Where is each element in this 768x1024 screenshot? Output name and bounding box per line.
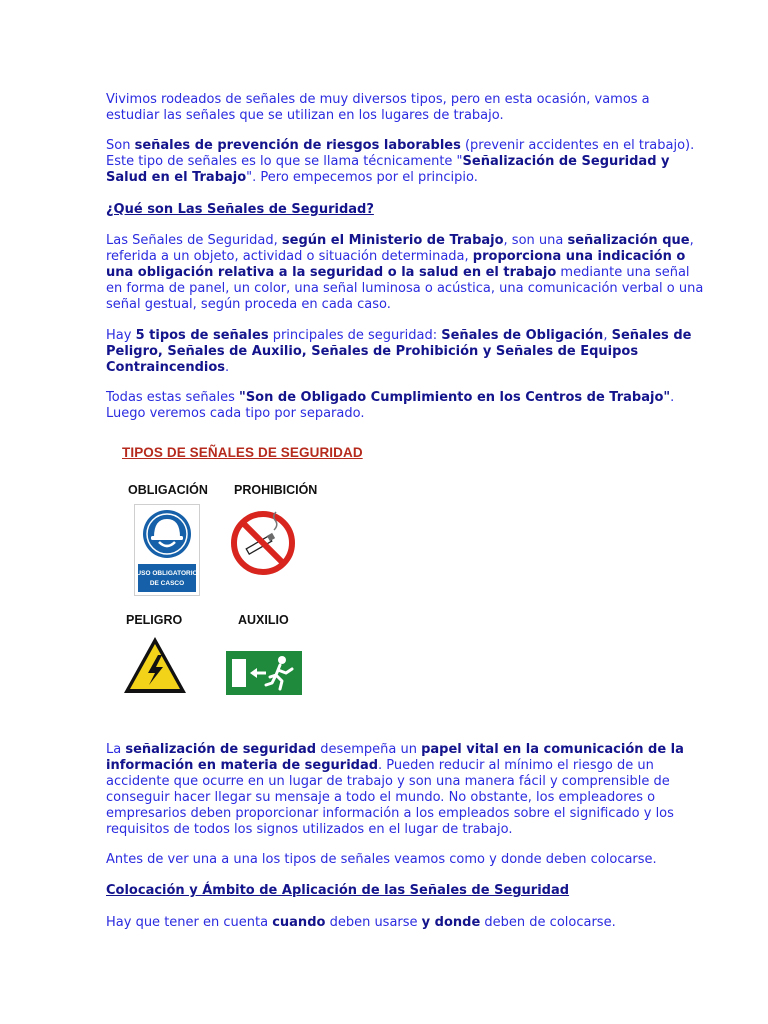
label-prohibicion: PROHIBICIÓN: [234, 483, 318, 497]
bold-run: Señalización de Seguridad y Salud en el Trabajo: [106, 154, 670, 185]
section-link-colocacion[interactable]: Colocación y Ámbito de Aplicación de las Señales de Seguridad: [106, 883, 570, 898]
bold-run: proporciona una indicación o una obligación relativa a la seguridad o la salud en el trabajo: [106, 249, 686, 280]
section-link-que-son[interactable]: ¿Qué son Las Señales de Seguridad?: [106, 202, 374, 217]
helmet-mandatory-icon: [134, 504, 200, 596]
placement-paragraph: [106, 915, 706, 931]
importance-paragraph: [106, 742, 706, 838]
bold-run: señalización de seguridad: [125, 742, 317, 757]
figure-title: TIPOS DE SEÑALES DE SEGURIDAD: [122, 445, 363, 460]
label-auxilio: AUXILIO: [238, 613, 289, 627]
label-peligro: PELIGRO: [126, 613, 183, 627]
emergency-exit-icon: [226, 651, 302, 695]
compliance-paragraph: [106, 390, 706, 422]
text-run: principales de seguridad:: [268, 328, 442, 343]
safety-signs-figure: [116, 437, 363, 717]
text-run: , referida a un objeto, actividad o situación determinada,: [106, 233, 694, 264]
bold-run: Señales de Peligro, Señales de Auxilio, Señales de Prohibición y Señales de Equipos Contraincendios: [106, 328, 692, 375]
types-paragraph: [106, 328, 706, 376]
label-obligacion: OBLIGACIÓN: [128, 483, 208, 497]
bold-run: Señales de Obligación: [441, 328, 604, 343]
bold-run: 5 tipos de señales: [135, 328, 269, 343]
text-run: deben usarse: [325, 915, 422, 930]
definition-paragraph: [106, 233, 706, 313]
text-run: ,: [603, 328, 612, 343]
bold-run: "Son de Obligado Cumplimiento en los Centros de Trabajo": [239, 390, 671, 405]
bold-run: cuando: [272, 915, 326, 930]
bold-run: y donde: [421, 915, 481, 930]
bold-run: según el Ministerio de Trabajo: [281, 233, 504, 248]
bold-run: señalización que: [567, 233, 690, 248]
no-smoking-icon: [230, 510, 296, 576]
text-run: Son: [106, 138, 135, 153]
transition-paragraph: Antes de ver una a una los tipos de señales veamos como y donde deben colocarse.: [106, 852, 657, 867]
electrical-hazard-icon: [122, 635, 188, 695]
text-run: desempeña un: [316, 742, 422, 757]
intro-paragraph: Vivimos rodeados de señales de muy diversos tipos, pero en esta ocasión, vamos a estudiar las señales que se utilizan en los lugares de trabajo.: [106, 92, 650, 123]
text-run: . Pueden reducir al mínimo el riesgo de un accidente que ocurre en un lugar de trabajo y son una manera fácil y comprensible de conseguir hacer llegar su mensaje a todo el mundo. No obstante, los empleadores o empresarios deben proporcionar información a los empleados sobre el significado y los requisitos de todos los signos utilizados en el lugar de trabajo.: [106, 758, 674, 837]
text-run: ". Pero empecemos por el principio.: [246, 170, 478, 185]
bold-run: señales de prevención de riesgos laborables: [134, 138, 461, 153]
bold-run: papel vital en la comunicación de la información en materia de seguridad: [106, 742, 684, 773]
text-run: .: [225, 360, 230, 375]
text-run: Hay que tener en cuenta: [106, 915, 273, 930]
text-run: Todas estas señales: [106, 390, 240, 405]
text-run: , son una: [503, 233, 568, 248]
text-run: Las Señales de Seguridad,: [106, 233, 282, 248]
sign-text-line-1: USO OBLIGATORIO: [136, 570, 198, 577]
text-run: Hay: [106, 328, 136, 343]
prevention-paragraph: [106, 138, 706, 186]
text-run: (prevenir accidentes en el trabajo). Este tipo de señales es lo que se llama técnicamente ": [106, 138, 695, 169]
text-run: mediante una señal en forma de panel, un color, una señal luminosa o acústica, una comunicación verbal o una señal gestual, según proceda en cada caso.: [106, 265, 704, 312]
text-run: deben de colocarse.: [480, 915, 616, 930]
sign-text-line-2: DE CASCO: [149, 580, 185, 587]
text-run: . Luego veremos cada tipo por separado.: [106, 390, 675, 421]
text-run: La: [106, 742, 126, 757]
